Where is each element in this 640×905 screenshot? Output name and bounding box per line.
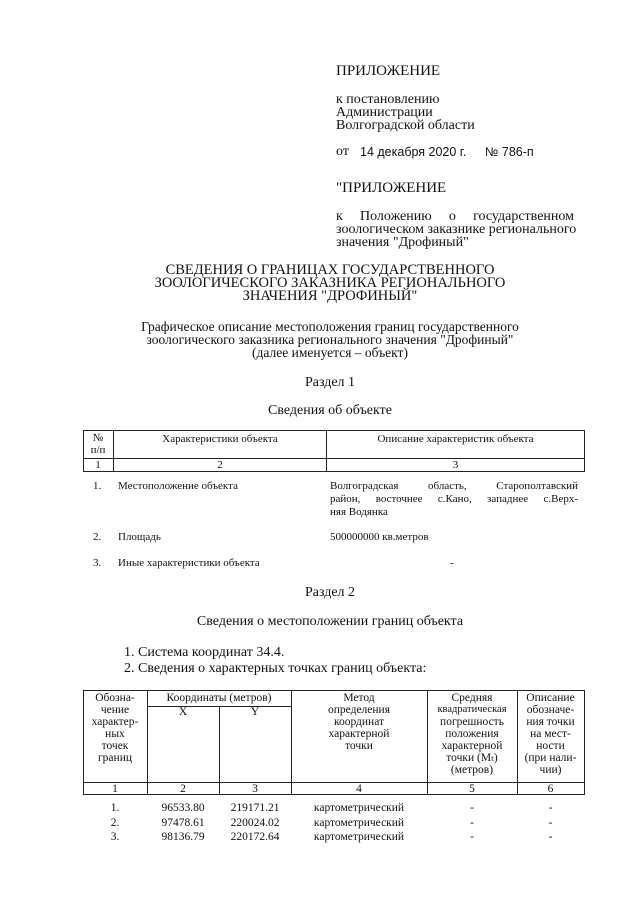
t2-header-error: Средняя (451, 692, 493, 704)
t1-header-no-2: п/п (90, 444, 106, 456)
t2-header-method: точки (345, 740, 373, 752)
t2-colnum: 3 (252, 783, 258, 795)
t2-point-num: 1. (110, 802, 120, 814)
t2-y: 219171.21 (230, 802, 280, 814)
appendix-label: ПРИЛОЖЕНИЕ (336, 63, 441, 79)
resolution-line-3: Волгоградской области (336, 118, 475, 133)
resolution-line-2: Администрации (336, 105, 433, 120)
t2-desc: - (548, 802, 553, 814)
t1-row-name: Местоположение объекта (118, 480, 238, 492)
t2-method: картометрический (313, 802, 405, 814)
t2-header-designation: границ (97, 752, 133, 764)
t1-row-num: 3. (93, 557, 102, 569)
t2-header-error: погрешность (440, 716, 504, 728)
regulation-line-1: к Положению о государственном (336, 209, 574, 224)
t1-row-num: 2. (93, 531, 102, 543)
t2-x: 96533.80 (161, 802, 205, 814)
t2-header-error: точки (Mₜ) (446, 752, 498, 764)
t2-header-description: (при нали- (524, 752, 577, 764)
t2-error: - (470, 817, 474, 829)
date-prefix: от (336, 144, 349, 159)
t2-y: 220024.02 (230, 817, 280, 829)
t2-header-method: координат (333, 716, 385, 728)
t2-colnum: 2 (180, 783, 186, 795)
subtitle-line-2: зоологического заказника регионального значения "Дрофиный" (146, 332, 514, 347)
subtitle-line-3: (далее именуется – объект) (252, 345, 408, 360)
t1-colnum: 1 (95, 459, 101, 471)
t2-desc: - (548, 831, 553, 843)
t2-x: 98136.79 (161, 831, 205, 843)
t2-header-designation: Обозна- (95, 692, 135, 704)
t2-header-error: квадратическая (437, 704, 507, 715)
t2-point-num: 3. (110, 831, 120, 843)
t2-header-y: Y (250, 706, 260, 718)
t1-header-characteristics: Характеристики объекта (162, 433, 278, 445)
t2-header-method: определения (327, 704, 390, 716)
section2-subtitle: Сведения о местоположении границ объекта (196, 614, 464, 629)
t1-colnum: 3 (452, 459, 459, 471)
t2-header-designation: ных (105, 728, 125, 740)
coord-system-item: 1. Система координат 34.4. (124, 645, 285, 660)
regulation-line-3: значения "Дрофиный" (336, 235, 469, 250)
t2-header-description: ности (536, 740, 565, 752)
resolution-line-1: к постановлению (336, 92, 440, 107)
t2-header-error: (метров) (450, 764, 494, 776)
t1-row-name: Иные характеристики объекта (118, 557, 260, 569)
t1-row-desc: - (450, 557, 454, 569)
appendix-label-2: "ПРИЛОЖЕНИЕ (336, 180, 447, 196)
section1-title: Раздел 1 (304, 375, 356, 390)
t1-row-num: 1. (93, 480, 102, 492)
t2-colnum: 1 (112, 783, 118, 795)
t2-header-x: X (178, 706, 188, 718)
t2-header-error: положения (445, 728, 499, 740)
t2-header-method: Метод (343, 692, 375, 704)
t2-method: картометрический (313, 831, 405, 843)
t2-header-description: чии) (539, 764, 562, 776)
t2-error: - (470, 802, 474, 814)
t2-colnum: 4 (356, 783, 362, 795)
t1-header-description: Описание характеристик объекта (377, 433, 534, 445)
t2-colnum: 6 (547, 783, 554, 795)
t1-row-name: Площадь (118, 531, 161, 543)
resolution-number: № 786-п (485, 145, 534, 159)
t2-error: - (470, 831, 474, 843)
t2-header-designation: чение (100, 704, 130, 716)
doc-title-line-3: ЗНАЧЕНИЯ "ДРОФИНЫЙ" (242, 288, 418, 304)
resolution-date: 14 декабря 2020 г. (360, 145, 467, 159)
t2-header-method: характерной (328, 728, 390, 740)
doc-title-line-2: ЗООЛОГИЧЕСКОГО ЗАКАЗНИКА РЕГИОНАЛЬНОГО (154, 275, 506, 291)
t2-x: 97478.61 (161, 817, 205, 829)
t2-header-error: характерной (441, 740, 503, 752)
doc-title-line-1: СВЕДЕНИЯ О ГРАНИЦАХ ГОСУДАРСТВЕННОГО (165, 262, 495, 278)
section2-title: Раздел 2 (304, 585, 356, 600)
t2-header-description: на мест- (530, 728, 571, 740)
t2-colnum: 5 (469, 783, 475, 795)
section1-subtitle: Сведения об объекте (268, 403, 392, 418)
t1-row-desc: няя Водянка (330, 506, 388, 518)
t2-header-description: обозначе- (526, 704, 575, 716)
t2-point-num: 2. (110, 817, 120, 829)
t1-row-desc: 500000000 кв.метров (330, 531, 429, 543)
t1-header-no-1: № (92, 432, 104, 444)
regulation-line-2: зоологическом заказнике регионального (336, 222, 577, 237)
boundary-points-item: 2. Сведения о характерных точках границ объекта: (124, 661, 427, 676)
subtitle-line-1: Графическое описание местоположения границ государственного (141, 319, 519, 334)
t2-header-designation: точек (101, 740, 129, 752)
t2-method: картометрический (313, 817, 405, 829)
t2-header-description: Описание (526, 692, 575, 704)
t2-header-description: ния точки (526, 716, 575, 728)
t2-header-designation: характер- (91, 716, 139, 728)
t2-y: 220172.64 (230, 831, 280, 843)
t2-desc: - (548, 817, 553, 829)
t1-row-desc: Волгоградская область, Старополтавский (330, 480, 578, 492)
t1-row-desc: район, восточнее с.Кано, западнее с.Верх- (330, 493, 578, 505)
t1-colnum: 2 (217, 459, 223, 471)
t2-header-coordinates: Координаты (метров) (166, 692, 272, 704)
